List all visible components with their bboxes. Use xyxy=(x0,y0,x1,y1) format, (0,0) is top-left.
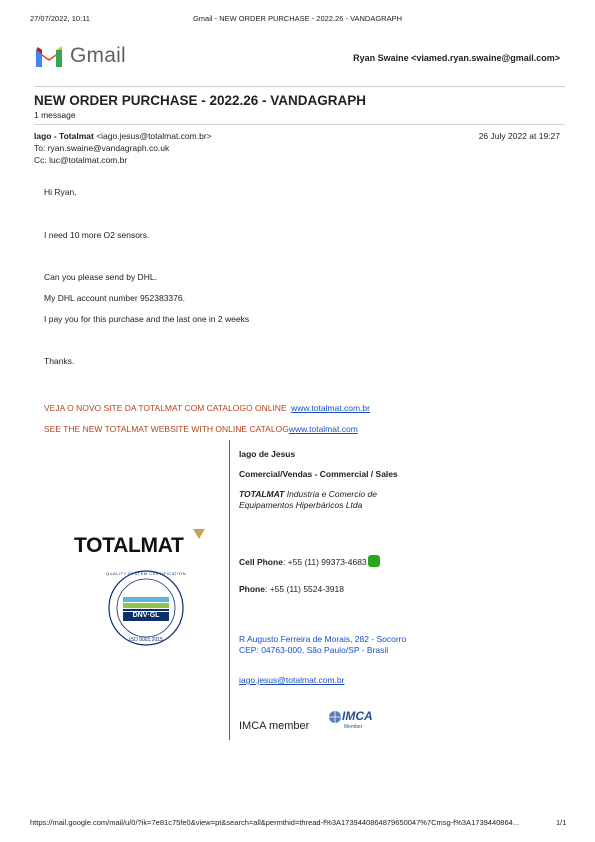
totalmat-logo-text: TOTALMAT xyxy=(74,534,184,557)
cc-line: Cc: luc@totalmat.com.br xyxy=(34,155,128,165)
globe-icon xyxy=(328,710,342,724)
seal-ring-text: QUALITY SYSTEM CERTIFICATION xyxy=(106,571,187,576)
sig-email-link[interactable]: iago.jesus@totalmat.com.br xyxy=(239,675,345,685)
sig-company-name: TOTALMAT xyxy=(239,489,285,499)
promo-en-link[interactable]: www.totalmat.com xyxy=(288,424,358,434)
sig-address[interactable] xyxy=(239,634,406,656)
sig-cell-label: Cell Phone xyxy=(239,557,283,567)
body-line: Can you please send by DHL. xyxy=(44,272,157,282)
message-count: 1 message xyxy=(34,110,76,120)
print-page-title: Gmail - NEW ORDER PURCHASE - 2022.26 - VANDAGRAPH xyxy=(192,14,403,23)
header-divider xyxy=(34,86,565,87)
promo-pt xyxy=(44,398,370,416)
sig-cell-value: : +55 (11) 99373-4683 xyxy=(282,557,367,567)
sig-phone-value: : +55 (11) 5524-3918 xyxy=(264,584,344,594)
dnv-certification-seal xyxy=(106,568,186,648)
to-line: To: ryan.swaine@vandagraph.co.uk xyxy=(34,143,170,153)
promo-en xyxy=(44,419,358,437)
certification-seal-icon xyxy=(106,568,186,648)
gmail-wordmark: Gmail xyxy=(70,44,126,67)
print-page-number: 1/1 xyxy=(556,818,567,827)
print-datetime: 27/07/2022, 10:11 xyxy=(30,14,90,23)
imca-member-label: IMCA member xyxy=(239,720,310,732)
promo-pt-text: VEJA O NOVO SITE DA TOTALMAT COM CATALOGO ONLINE xyxy=(44,403,287,413)
subject-divider xyxy=(34,124,565,125)
message-date: 26 July 2022 at 19:27 xyxy=(478,131,560,141)
body-line: Thanks. xyxy=(44,356,75,366)
account-label: Ryan Swaine <viamed.ryan.swaine@gmail.com> xyxy=(353,53,560,63)
sig-address-1: R Augusto Ferreira de Morais, 282 - Socorro xyxy=(239,634,407,644)
sender-email[interactable]: <iago.jesus@totalmat.com.br> xyxy=(96,131,212,141)
body-line: My DHL account number 952383376. xyxy=(44,293,185,303)
sig-phone xyxy=(239,584,344,594)
sig-company xyxy=(239,489,377,511)
promo-pt-link[interactable]: www.totalmat.com.br xyxy=(291,403,370,413)
seal-iso-text: ISO 9001:2015 xyxy=(129,637,163,643)
sig-role: Comercial/Vendas - Commercial / Sales xyxy=(239,469,398,479)
body-line: Hi Ryan, xyxy=(44,187,77,197)
imca-logo-text: IMCA xyxy=(342,709,373,723)
imca-logo xyxy=(326,704,378,732)
signature-divider xyxy=(229,440,230,740)
seal-dnv-text: DNV·GL xyxy=(132,612,160,619)
sig-phone-label: Phone xyxy=(239,584,265,594)
thread-subject: NEW ORDER PURCHASE - 2022.26 - VANDAGRAPH xyxy=(34,93,367,108)
promo-en-text: SEE THE NEW TOTALMAT WEBSITE WITH ONLINE CATALOG xyxy=(44,424,289,434)
gmail-m-icon xyxy=(34,45,64,68)
whatsapp-icon[interactable] xyxy=(368,555,380,567)
sender-name: Iago - Totalmat xyxy=(34,131,94,141)
sig-email[interactable] xyxy=(239,675,344,685)
sig-cell-phone xyxy=(239,555,380,567)
imca-logo-sub: Member xyxy=(344,724,363,730)
sender xyxy=(34,131,212,141)
print-footer-url: https://mail.google.com/mail/u/0/?ik=7e81c75fe0&view=pt&search=all&permthid=thread-f%3A1739440864879650047%7Cmsg-f%3A1739440864... xyxy=(30,818,520,827)
sig-address-2: CEP: 04763-000, São Paulo/SP - Brasil xyxy=(239,645,389,655)
body-line: I pay you for this purchase and the last one in 2 weeks xyxy=(44,314,250,324)
totalmat-logo xyxy=(74,534,184,558)
body-line: I need 10 more O2 sensors. xyxy=(44,230,150,240)
sig-company-desc-1: Industria e Comercio de xyxy=(286,489,377,499)
sig-company-desc-2: Equipamentos Hiperbáricos Ltda xyxy=(239,500,363,510)
triangle-accent-icon xyxy=(193,529,205,539)
gmail-logo[interactable] xyxy=(34,44,126,68)
sig-name: Iago de Jesus xyxy=(239,449,296,459)
